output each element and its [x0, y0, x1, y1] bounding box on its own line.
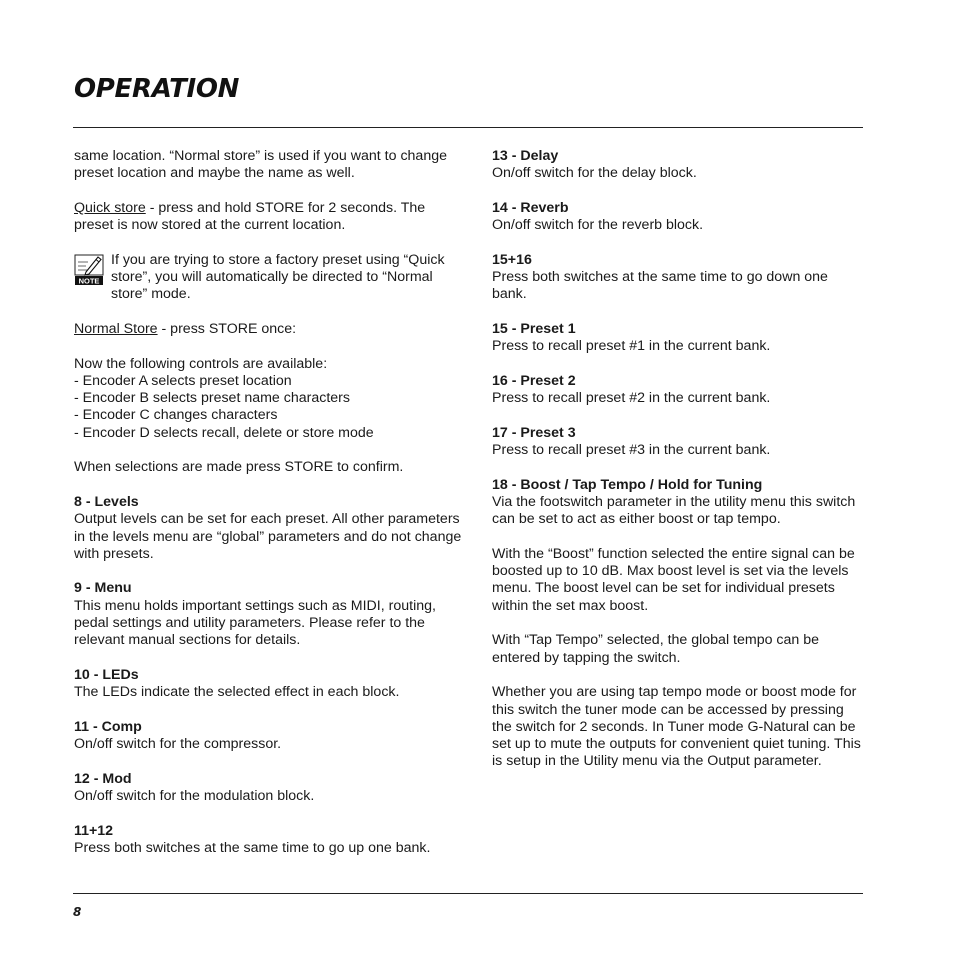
quick-store-paragraph [74, 200, 464, 235]
footer-rule [73, 893, 863, 894]
section-heading: 13 - Delay [492, 148, 559, 164]
section-heading: 18 - Boost / Tap Tempo / Hold for Tuning [492, 476, 763, 493]
section-heading: 14 - Reverb [492, 199, 569, 216]
section-leds [74, 667, 464, 702]
normal-store-text: - press STORE once: [157, 320, 297, 337]
control-item: - Encoder B selects preset name characters [74, 390, 350, 407]
right-column [492, 148, 864, 788]
section-heading: 11+12 [74, 822, 114, 839]
section-body: On/off switch for the reverb block. [492, 217, 704, 234]
page-number: 8 [73, 905, 82, 919]
section-menu [74, 580, 464, 649]
confirm-paragraph: When selections are made press STORE to confirm. [74, 459, 404, 476]
quick-store-text: - press and hold STORE for 2 seconds. The preset is now stored at the current location. [74, 199, 426, 234]
controls-paragraph [74, 356, 464, 442]
section-heading: 15+16 [492, 251, 532, 268]
section-body: Press to recall preset #2 in the current bank. [492, 390, 771, 407]
section-body: Output levels can be set for each preset. All other parameters in the levels menu are “global” parameters and do not change with presets. [74, 511, 462, 562]
section-preset-1 [492, 321, 864, 356]
section-body: This menu holds important settings such as MIDI, routing, pedal settings and utility parameters. Please refer to the relevant manual sections for details. [74, 597, 436, 649]
normal-store-label: Normal Store [74, 320, 158, 337]
controls-intro: Now the following controls are available: [74, 355, 328, 372]
section-11-12 [74, 823, 464, 858]
section-heading: 12 - Mod [74, 770, 132, 787]
section-delay [492, 148, 864, 183]
note-icon-label: NOTE [78, 276, 100, 286]
section-heading: 17 - Preset 3 [492, 424, 576, 441]
section-reverb [492, 200, 864, 235]
note-pencil-icon [74, 254, 104, 286]
section-body: Press both switches at the same time to go up one bank. [74, 839, 431, 856]
tuner-paragraph: Whether you are using tap tempo mode or boost mode for this switch the tuner mode can be accessed by pressing the switch for 2 seconds. In Tuner mode G-Natural can be set up to mute the outputs for convenient quiet tuning. This is setup in the Utility menu via the Output parameter. [492, 684, 861, 770]
section-heading: 8 - Levels [74, 493, 139, 510]
section-comp [74, 719, 464, 754]
section-body: Press to recall preset #1 in the current bank. [492, 338, 771, 355]
section-preset-2 [492, 373, 864, 408]
section-heading: 11 - Comp [74, 718, 142, 735]
quick-store-label: Quick store [74, 199, 146, 216]
section-boost-tap [492, 477, 864, 529]
control-item: - Encoder A selects preset location [74, 372, 292, 389]
tap-paragraph: With “Tap Tempo” selected, the global tempo can be entered by tapping the switch. [492, 632, 820, 666]
control-item: - Encoder C changes characters [74, 407, 278, 424]
section-body: Press both switches at the same time to go down one bank. [492, 269, 828, 303]
note-text: If you are trying to store a factory preset using “Quick store”, you will automatically be directed to “Normal store” mode. [111, 251, 445, 303]
section-body: The LEDs indicate the selected effect in each block. [74, 684, 400, 701]
section-body: On/off switch for the delay block. [492, 165, 697, 182]
header-rule [73, 127, 863, 128]
section-mod [74, 771, 464, 806]
section-preset-3 [492, 425, 864, 460]
section-heading: 15 - Preset 1 [492, 320, 576, 337]
left-column [74, 148, 464, 874]
section-body: Press to recall preset #3 in the current bank. [492, 442, 771, 459]
intro-paragraph: same location. “Normal store” is used if you want to change preset location and maybe the name as well. [74, 148, 447, 182]
section-body: On/off switch for the modulation block. [74, 787, 315, 804]
section-levels [74, 494, 464, 563]
section-heading: 9 - Menu [74, 580, 132, 597]
section-body: Via the footswitch parameter in the utility menu this switch can be set to act as either boost or tap tempo. [492, 493, 856, 528]
section-body: On/off switch for the compressor. [74, 736, 282, 753]
section-heading: 16 - Preset 2 [492, 372, 576, 389]
section-heading: 10 - LEDs [74, 666, 139, 683]
boost-paragraph: With the “Boost” function selected the entire signal can be boosted up to 10 dB. Max boost level is set via the levels menu. The boost level can be set for individual presets within the set max boost. [492, 545, 855, 614]
section-15-16 [492, 252, 864, 304]
page-title: OPERATION [74, 74, 240, 104]
note-box [74, 252, 464, 304]
control-item: - Encoder D selects recall, delete or store mode [74, 424, 374, 441]
normal-store-paragraph [74, 321, 464, 338]
